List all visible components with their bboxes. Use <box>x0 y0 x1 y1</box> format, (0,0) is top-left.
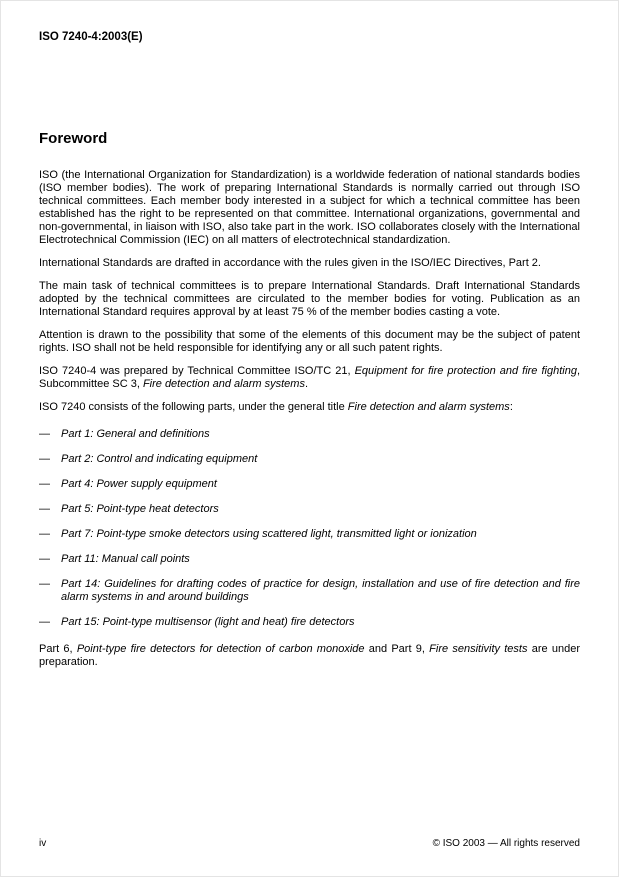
list-dash: — <box>39 453 50 465</box>
paragraph-patent-rights: Attention is drawn to the possibility that some of the elements of this document may be the subject of patent rights. ISO shall not be held responsible for identifying any or all such patent rights. <box>39 329 580 354</box>
page-number: iv <box>39 838 47 849</box>
paragraph-iso-federation: ISO (the International Organization for Standardization) is a worldwide federation of national standards bodies (ISO member bodies). The work of preparing International Standards is normally carried out through ISO technical committees. Each member body interested in a subject for which a technical committee has been established has the right to be represented on that committee. International organizations, governmental and non-governmental, in liaison with ISO, also take part in the work. ISO collaborates closely with the International Electrotechnical Commission (IEC) on all matters of electrotechnical standardization. <box>39 169 580 246</box>
part-title: Part 4: Power supply equipment <box>61 478 217 490</box>
part-title: Part 14: Guidelines for drafting codes of practice for design, installation and use of fire detection and fire alarm systems in and around buildings <box>61 578 580 603</box>
paragraph-parts-intro <box>39 401 580 414</box>
part-title: Part 7: Point-type smoke detectors using scattered light, transmitted light or ionization <box>61 528 477 540</box>
part-list-item <box>39 503 580 516</box>
list-dash: — <box>39 616 50 628</box>
text-segment: . <box>304 378 309 390</box>
paragraph-main-task: The main task of technical committees is to prepare International Standards. Draft International Standards adopted by the technical committees are circulated to the member bodies for voting. Publication as an International Standard requires approval by at least 75 % of the member bodies casting a vote. <box>39 280 580 318</box>
text-segment-italic: Fire sensitivity tests <box>429 643 528 655</box>
part-list-item <box>39 528 580 541</box>
text-segment-italic: Fire detection and alarm systems <box>142 378 305 390</box>
part-list-item <box>39 616 580 629</box>
text-segment: : <box>509 401 513 413</box>
list-dash: — <box>39 578 50 590</box>
part-title: Part 11: Manual call points <box>61 553 190 565</box>
part-list-item <box>39 553 580 566</box>
page-footer <box>39 838 580 850</box>
part-list-item <box>39 428 580 441</box>
list-dash: — <box>39 428 50 440</box>
text-segment: Part 6, <box>39 643 77 655</box>
part-title: Part 15: Point-type multisensor (light and heat) fire detectors <box>61 616 355 628</box>
part-list-item <box>39 578 580 604</box>
list-dash: — <box>39 503 50 515</box>
text-segment-italic: Fire detection and alarm systems <box>347 401 510 413</box>
part-list-item <box>39 453 580 466</box>
list-dash: — <box>39 528 50 540</box>
text-segment: , Subcommittee SC 3, <box>39 365 580 390</box>
part-title: Part 2: Control and indicating equipment <box>61 453 258 465</box>
part-title: Part 1: General and definitions <box>61 428 210 440</box>
document-number: ISO 7240-4:2003(E) <box>39 31 143 43</box>
paragraph-prepared-by <box>39 365 580 391</box>
list-dash: — <box>39 553 50 565</box>
text-segment-italic: Point-type fire detectors for detection of carbon monoxide <box>76 643 365 655</box>
part-title: Part 5: Point-type heat detectors <box>61 503 219 515</box>
section-title: Foreword <box>39 130 108 147</box>
list-dash: — <box>39 478 50 490</box>
text-segment: ISO 7240-4 was prepared by Technical Committee ISO/TC 21, <box>39 365 355 377</box>
part-list-item <box>39 478 580 491</box>
text-segment: ISO 7240 consists of the following parts, under the general title <box>39 401 348 413</box>
copyright-notice: © ISO 2003 — All rights reserved <box>432 838 580 849</box>
text-segment: are under preparation. <box>39 643 580 668</box>
paragraph-in-preparation <box>39 643 580 669</box>
text-segment: and Part 9, <box>364 643 430 655</box>
parts-list <box>39 428 580 629</box>
text-segment-italic: Equipment for fire protection and fire fighting <box>354 365 577 377</box>
paragraph-directives: International Standards are drafted in accordance with the rules given in the ISO/IEC Directives, Part 2. <box>39 257 541 269</box>
